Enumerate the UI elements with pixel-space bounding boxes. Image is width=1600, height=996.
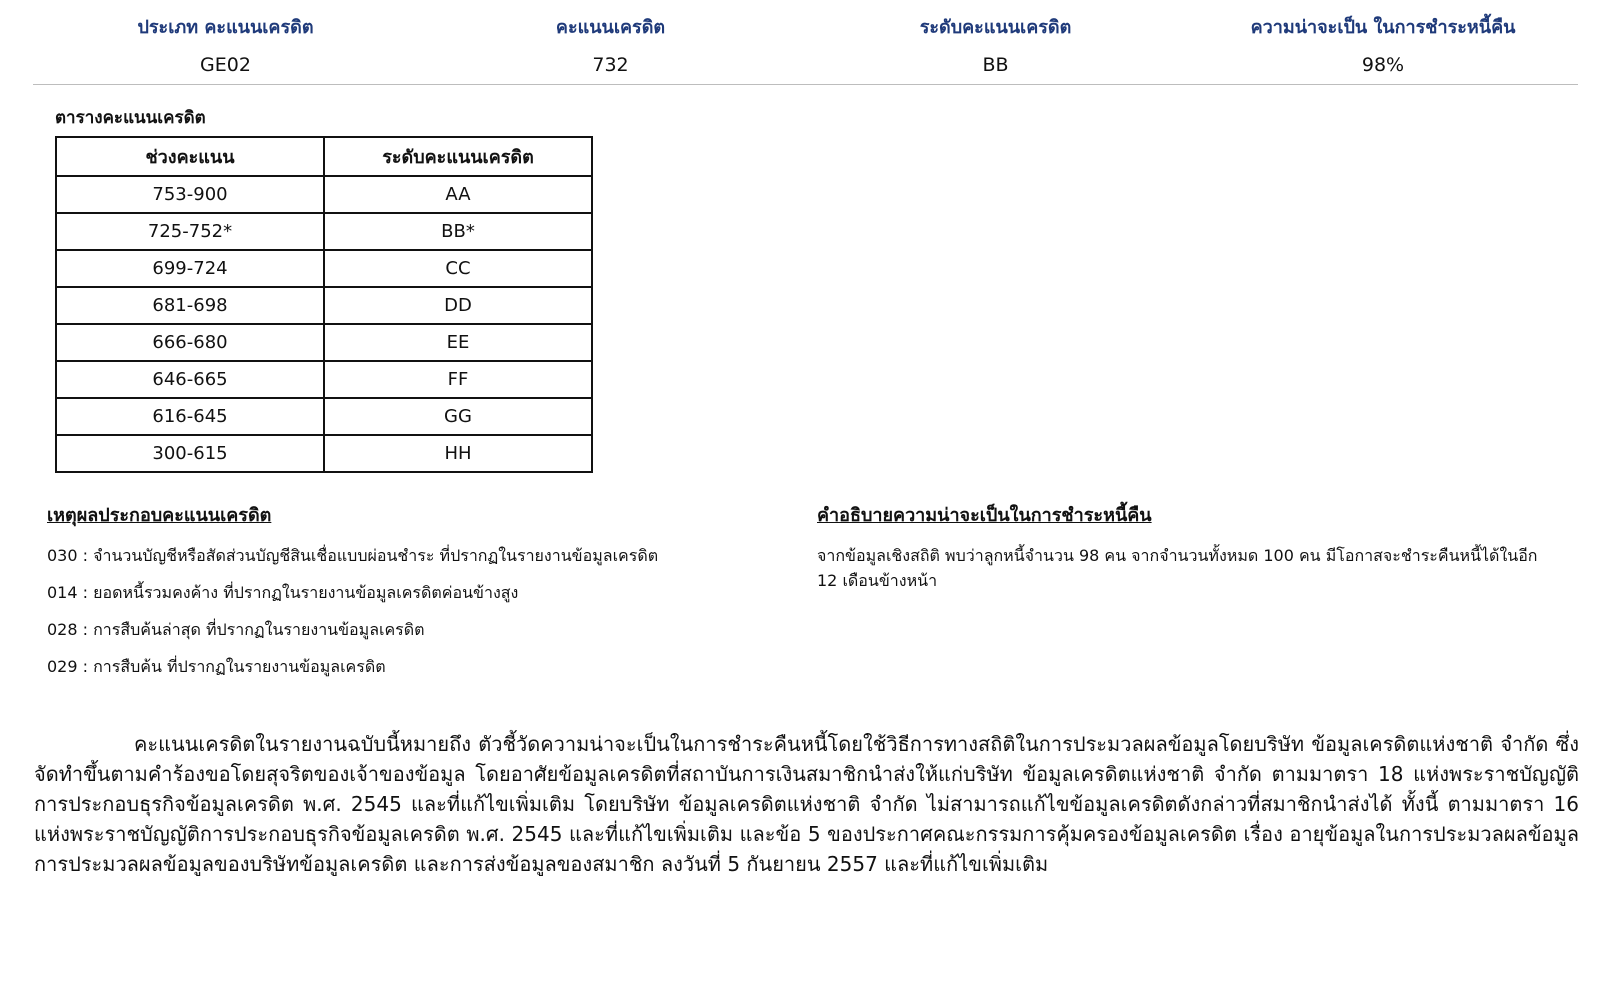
disclaimer-paragraph: คะแนนเครดิตในรายงานฉบับนี้หมายถึง ตัวชี้วัดความน่าจะเป็นในการชำระคืนหนี้โดยใช้วิธีการทางสถิติในการประมวลผลข้อมูลโดยบริษัท ข้อมูลเครดิตแห่งชาติ จำกัด ซึ่งจัดทำขึ้นตามคำร้องขอโดยสุจริตของเจ้าของข้อมูล โดยอาศัยข้อมูลเครดิตที่สถาบันการเงินสมาชิกนำส่งให้แก่บริษัท ข้อมูลเครดิตแห่งชาติ จำกัด ตามมาตรา 18 แห่งพระราชบัญญัติการประกอบธุรกิจข้อมูลเครดิต พ.ศ. 2545 และที่แก้ไขเพิ่มเติม โดยบริษัท ข้อมูลเครดิตแห่งชาติ จำกัด ไม่สามารถแก้ไขข้อมูลเครดิตดังกล่าวที่สมาชิกนำส่งได้ ทั้งนี้ ตามมาตรา 16 แห่งพระราชบัญญัติการประกอบธุรกิจข้อมูลเครดิต พ.ศ. 2545 และที่แก้ไขเพิ่มเติม และข้อ 5 ของประกาศคณะกรรมการคุ้มครองข้อมูลเครดิต เรื่อง อายุข้อมูลในการประมวลผลข้อมูล การประมวลผลข้อมูลของบริษัทข้อมูลเครดิต และการส่งข้อมูลของสมาชิก ลงวันที่ 5 กันยายน 2557 และที่แก้ไขเพิ่มเติม: [34, 732, 1579, 876]
list-item: 014 : ยอดหนี้รวมคงค้าง ที่ปรากฏในรายงานข้อมูลเครดิตค่อนข้างสูง: [47, 583, 519, 602]
score-range-cell: 699-724: [56, 250, 324, 287]
summary-value-score: 732: [592, 54, 629, 76]
summary-header-grade: ระดับคะแนนเครดิต: [919, 17, 1072, 38]
list-item: 030 : จำนวนบัญชีหรือสัดส่วนบัญชีสินเชื่อแบบผ่อนชำระ ที่ปรากฏในรายงานข้อมูลเครดิต: [47, 546, 659, 565]
score-table-header-range: ช่วงคะแนน: [56, 137, 324, 176]
summary-header-score-type: ประเภท คะแนนเครดิต: [137, 17, 314, 38]
table-row: [56, 176, 592, 213]
score-grade-cell: AA: [324, 176, 592, 213]
score-grade-cell: EE: [324, 324, 592, 361]
score-summary: [33, 10, 1578, 85]
summary-header-score: คะแนนเครดิต: [555, 17, 666, 38]
table-row: [56, 361, 592, 398]
score-grade-cell: CC: [324, 250, 592, 287]
score-range-cell: 725-752*: [56, 213, 324, 250]
score-grade-cell: FF: [324, 361, 592, 398]
table-row: [56, 213, 592, 250]
score-table: [55, 136, 593, 473]
score-grade-cell: DD: [324, 287, 592, 324]
score-range-cell: 646-665: [56, 361, 324, 398]
probability-title: คำอธิบายความน่าจะเป็นในการชำระหนี้คืน: [817, 505, 1152, 526]
probability-text: จากข้อมูลเชิงสถิติ พบว่าลูกหนี้จำนวน 98 คน จากจำนวนทั้งหมด 100 คน มีโอกาสจะชำระคืนหนี้ได้ในอีก 12 เดือนข้างหน้า: [817, 546, 1538, 590]
reasons-title: เหตุผลประกอบคะแนนเครดิต: [47, 505, 272, 526]
score-grade-cell: GG: [324, 398, 592, 435]
score-table-header-grade: ระดับคะแนนเครดิต: [324, 137, 592, 176]
summary-value-score-type: GE02: [200, 54, 251, 76]
summary-values-row: [33, 46, 1578, 84]
score-range-cell: 300-615: [56, 435, 324, 472]
table-row: [56, 250, 592, 287]
table-row: [56, 324, 592, 361]
list-item: 029 : การสืบค้น ที่ปรากฏในรายงานข้อมูลเครดิต: [47, 657, 386, 676]
score-grade-cell: BB*: [324, 213, 592, 250]
summary-value-probability: 98%: [1361, 54, 1405, 76]
list-item: 028 : การสืบค้นล่าสุด ที่ปรากฏในรายงานข้อมูลเครดิต: [47, 620, 425, 639]
table-row: [56, 398, 592, 435]
table-row: [56, 287, 592, 324]
summary-header-probability: ความน่าจะเป็น ในการชำระหนี้คืน: [1250, 17, 1516, 38]
table-row: [56, 435, 592, 472]
score-range-cell: 753-900: [56, 176, 324, 213]
score-grade-cell: HH: [324, 435, 592, 472]
score-table-title: ตารางคะแนนเครดิต: [55, 108, 206, 128]
score-range-cell: 666-680: [56, 324, 324, 361]
reasons-list: [47, 543, 767, 691]
score-table-header-row: [56, 137, 592, 176]
summary-header-row: [33, 10, 1578, 46]
score-range-cell: 616-645: [56, 398, 324, 435]
score-range-cell: 681-698: [56, 287, 324, 324]
summary-value-grade: BB: [982, 54, 1009, 76]
